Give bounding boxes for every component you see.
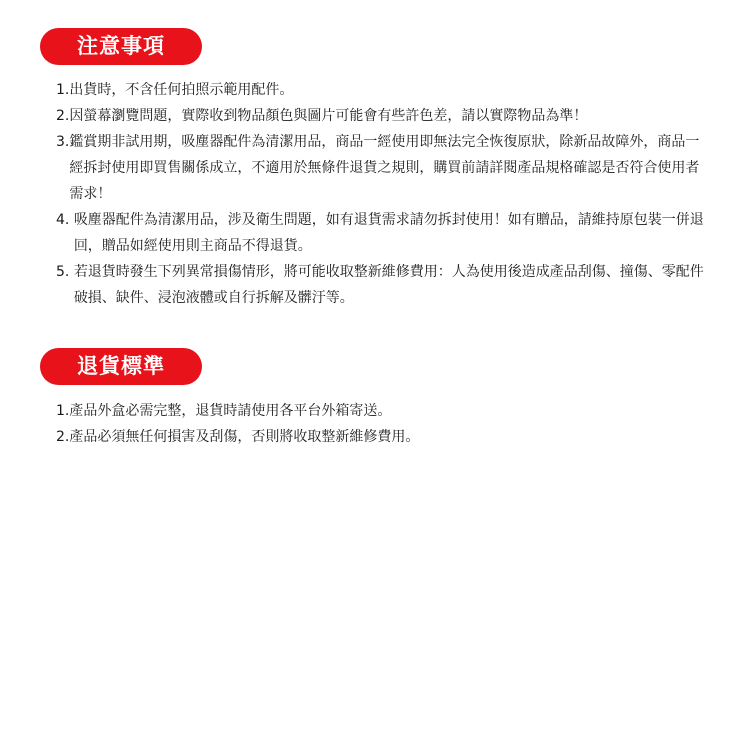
notice-item-number: 2. bbox=[56, 108, 70, 124]
return-item-number: 2. bbox=[56, 429, 70, 445]
return-item-text: 產品必須無任何損害及刮傷，否則將收取整新維修費用。 bbox=[69, 429, 420, 445]
notice-list bbox=[56, 77, 711, 311]
notice-item-text: 吸塵器配件為清潔用品，涉及衛生問題，如有退貨需求請勿拆封使用！如有贈品，請維持原包裝一併退回，贈品如經使用則主商品不得退貨。 bbox=[73, 212, 704, 254]
notice-item-text: 因螢幕瀏覽問題，實際收到物品顏色與圖片可能會有些許色差，請以實際物品為準！ bbox=[69, 108, 588, 124]
notice-item-number: 3. bbox=[56, 134, 70, 150]
return-item-1 bbox=[56, 398, 711, 424]
notice-item-3 bbox=[56, 129, 711, 207]
notice-item-text: 出貨時，不含任何拍照示範用配件。 bbox=[69, 82, 294, 98]
notice-title-badge: 注意事項 bbox=[40, 28, 202, 65]
notice-item-text: 若退貨時發生下列異常損傷情形，將可能收取整新維修費用：人為使用後造成產品刮傷、撞傷、零配件破損、缺件、浸泡液體或自行拆解及髒汙等。 bbox=[73, 264, 704, 306]
notice-item-1 bbox=[56, 77, 711, 103]
notice-item-text: 鑑賞期非試用期，吸塵器配件為清潔用品，商品一經使用即無法完全恢復原狀，除新品故障外，商品一經拆封使用即買售關係成立，不適用於無條件退貨之規則，購買前請詳閱產品規格確認是否符合使用者需求！ bbox=[69, 134, 700, 202]
return-policy-list bbox=[56, 398, 711, 450]
notice-item-5 bbox=[56, 259, 711, 311]
notice-item-number: 5. bbox=[56, 264, 74, 280]
return-item-2 bbox=[56, 424, 711, 450]
return-policy-title-badge: 退貨標準 bbox=[40, 348, 202, 385]
return-item-text: 產品外盒必需完整，退貨時請使用各平台外箱寄送。 bbox=[69, 403, 392, 419]
notice-item-2 bbox=[56, 103, 711, 129]
notice-item-number: 4. bbox=[56, 212, 74, 228]
notice-item-4 bbox=[56, 207, 711, 259]
return-item-number: 1. bbox=[56, 403, 70, 419]
notice-item-number: 1. bbox=[56, 82, 70, 98]
